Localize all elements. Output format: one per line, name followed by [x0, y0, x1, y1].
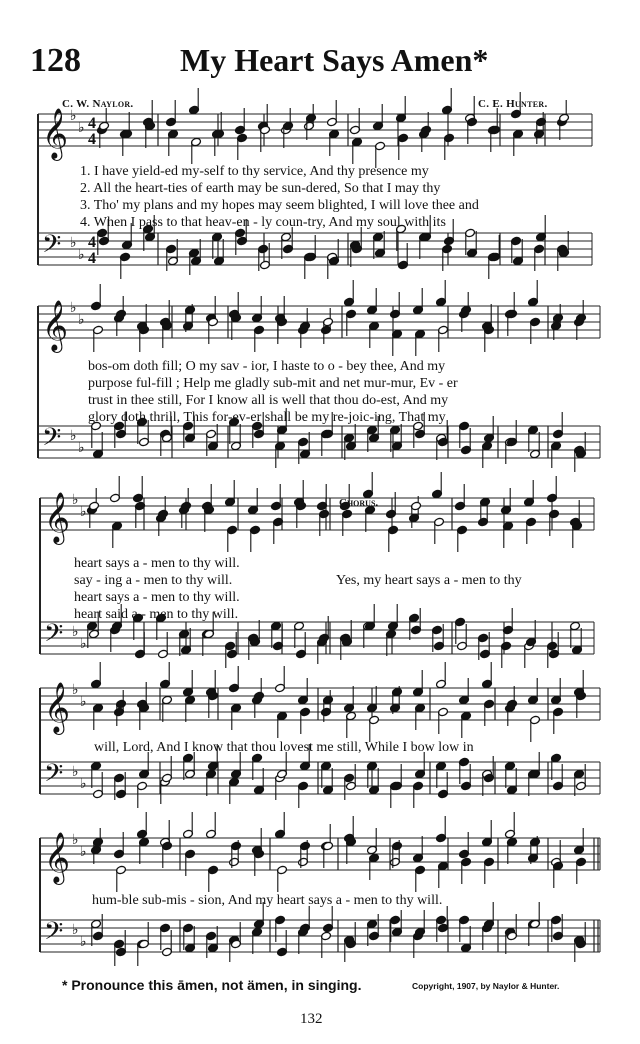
flat-sign: ♭ [70, 428, 77, 444]
time-signature-digit: 4 [88, 234, 96, 251]
treble-clef: 𝄞 [42, 108, 69, 159]
words-credit: C. W. Naylor. [62, 98, 134, 110]
bass-clef: 𝄢 [44, 917, 64, 952]
flat-sign: ♭ [80, 504, 87, 520]
treble-clef: 𝄞 [42, 300, 69, 351]
flat-sign: ♭ [80, 776, 87, 792]
hymn-title: My Heart Says Amen* [180, 42, 489, 78]
verse-line: heart says a - men to thy will. [74, 590, 240, 605]
verse-line: 4. When I pass to that heav-en - ly coun-try, And my soul with its [80, 215, 446, 230]
treble-clef: 𝄞 [44, 492, 71, 543]
flat-sign: ♭ [80, 844, 87, 860]
page-number: 132 [300, 1011, 323, 1027]
time-signature-digit: 4 [88, 115, 96, 132]
verse-line: trust in thee still, For I know all is well that thou do-est, And my [88, 393, 449, 408]
flat-sign: ♭ [70, 235, 77, 251]
flat-sign: ♭ [78, 247, 85, 263]
time-signature-digit: 4 [88, 131, 96, 148]
verse-line: heart said a - men to thy will. [74, 607, 239, 622]
flat-sign: ♭ [78, 312, 85, 328]
flat-sign: ♭ [72, 832, 79, 848]
verse-line: heart says a - men to thy will. [74, 556, 240, 571]
flat-sign: ♭ [80, 934, 87, 950]
flat-sign: ♭ [78, 440, 85, 456]
flat-sign: ♭ [72, 492, 79, 508]
verse-line: glory doth thrill, This for-ev-er shall be my re-joic-ing, That my [88, 410, 446, 425]
music-credit: C. E. Hunter. [478, 98, 548, 110]
flat-sign: ♭ [72, 922, 79, 938]
verse-line: say - ing a - men to thy will. [74, 573, 233, 588]
treble-clef: 𝄞 [44, 832, 71, 883]
verse-line: 3. Tho' my plans and my hopes may seem blighted, I will love thee and [80, 198, 479, 213]
flat-sign: ♭ [72, 624, 79, 640]
flat-sign: ♭ [80, 694, 87, 710]
bass-clef: 𝄢 [44, 619, 64, 654]
chorus-line: Yes, my heart says a - men to thy [336, 573, 522, 588]
verse-line: 2. All the heart-ties of earth may be sun-dered, So that I may thy [80, 181, 441, 196]
verse-line: bos-om doth fill; O my sav - ior, I haste to o - bey thee, And my [88, 359, 446, 374]
flat-sign: ♭ [70, 108, 77, 124]
bass-clef: 𝄢 [42, 230, 62, 265]
flat-sign: ♭ [72, 764, 79, 780]
treble-clef: 𝄞 [44, 682, 71, 733]
flat-sign: ♭ [80, 636, 87, 652]
verse-line: purpose ful-fill ; Help me gladly sub-mit and net mur-mur, Ev - er [88, 376, 458, 391]
bass-clef: 𝄢 [44, 759, 64, 794]
chorus-line: hum-ble sub-mis - sion, And my heart says a - men to thy will. [92, 893, 443, 908]
pronunciation-footnote: * Pronounce this āmen, not ämen, in singing. [62, 977, 362, 993]
verse-line: 1. I have yield-ed my-self to thy service, And thy presence my [80, 164, 429, 179]
flat-sign: ♭ [70, 300, 77, 316]
flat-sign: ♭ [72, 682, 79, 698]
chorus-line: will, Lord, And I know that thou lovest me still, While I bow low in [94, 740, 474, 755]
chorus-label: Chorus. [339, 497, 379, 509]
bass-clef: 𝄢 [42, 423, 62, 458]
flat-sign: ♭ [78, 120, 85, 136]
hymn-number: 128 [30, 42, 81, 79]
copyright-notice: Copyright, 1907, by Naylor & Hunter. [412, 981, 560, 991]
time-signature-digit: 4 [88, 250, 96, 267]
